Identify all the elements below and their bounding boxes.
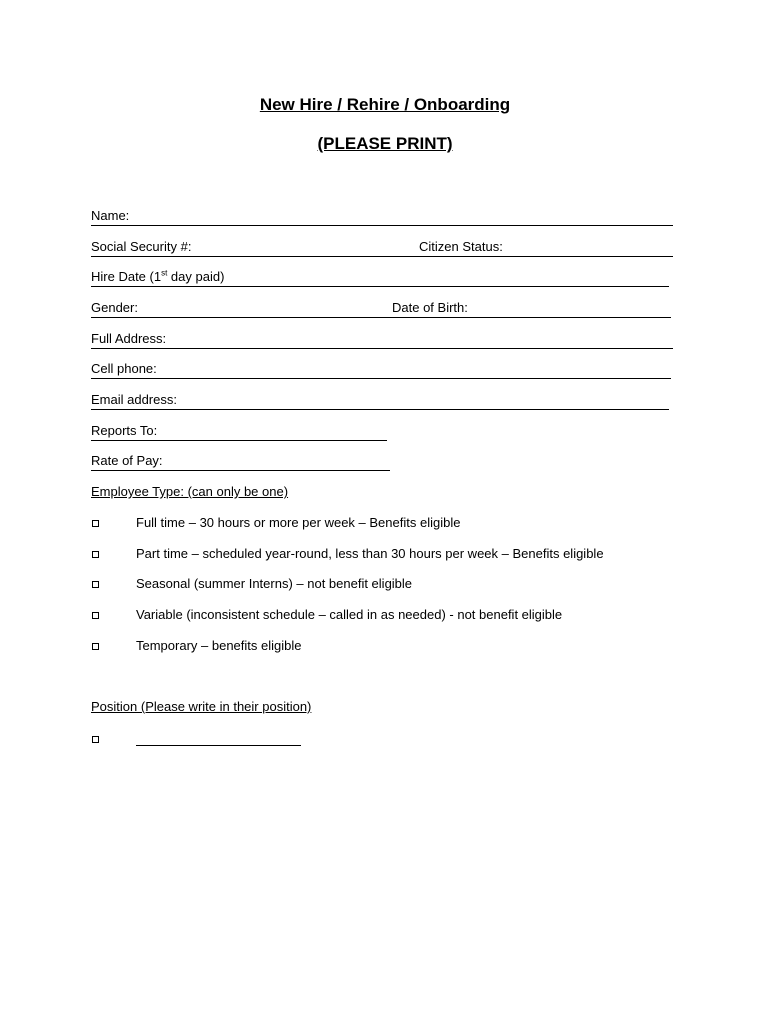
dob-label: Date of Birth: bbox=[392, 300, 468, 315]
form-title: New Hire / Rehire / Onboarding bbox=[259, 95, 511, 114]
position-heading: Position (Please write in their position) bbox=[91, 699, 312, 714]
full-time-checkbox[interactable] bbox=[92, 520, 99, 527]
hire-date-field[interactable] bbox=[91, 268, 669, 287]
name-label: Name: bbox=[91, 208, 130, 223]
ssn-citizen-row[interactable] bbox=[91, 238, 673, 257]
seasonal-checkbox[interactable] bbox=[92, 581, 99, 588]
ssn-label: Social Security #: bbox=[91, 239, 192, 254]
reports-to-field[interactable] bbox=[91, 422, 387, 441]
rate-of-pay-label: Rate of Pay: bbox=[91, 453, 163, 468]
cell-phone-label: Cell phone: bbox=[91, 361, 157, 376]
address-field[interactable] bbox=[91, 330, 673, 349]
employee-type-heading: Employee Type: (can only be one) bbox=[91, 484, 289, 499]
name-field[interactable] bbox=[91, 207, 673, 226]
rate-of-pay-field[interactable] bbox=[91, 452, 390, 471]
address-label: Full Address: bbox=[91, 331, 167, 346]
part-time-checkbox[interactable] bbox=[92, 551, 99, 558]
form-subtitle: (PLEASE PRINT) bbox=[317, 134, 453, 153]
hire-date-label: Hire Date (1st day paid) bbox=[91, 268, 225, 284]
position-checkbox[interactable] bbox=[92, 736, 99, 743]
option-seasonal: Seasonal (summer Interns) – not benefit eligible bbox=[136, 576, 413, 591]
gender-label: Gender: bbox=[91, 300, 138, 315]
option-temporary: Temporary – benefits eligible bbox=[136, 638, 302, 653]
email-field[interactable] bbox=[91, 391, 669, 410]
option-part-time: Part time – scheduled year-round, less than 30 hours per week – Benefits eligible bbox=[136, 546, 604, 561]
cell-phone-field[interactable] bbox=[91, 360, 671, 379]
gender-dob-row[interactable] bbox=[91, 299, 671, 318]
citizen-status-label: Citizen Status: bbox=[419, 239, 503, 254]
option-full-time: Full time – 30 hours or more per week – Benefits eligible bbox=[136, 515, 461, 530]
position-input-line[interactable] bbox=[136, 745, 301, 746]
variable-checkbox[interactable] bbox=[92, 612, 99, 619]
option-variable: Variable (inconsistent schedule – called in as needed) - not benefit eligible bbox=[136, 607, 563, 622]
temporary-checkbox[interactable] bbox=[92, 643, 99, 650]
email-label: Email address: bbox=[91, 392, 177, 407]
reports-to-label: Reports To: bbox=[91, 423, 158, 438]
